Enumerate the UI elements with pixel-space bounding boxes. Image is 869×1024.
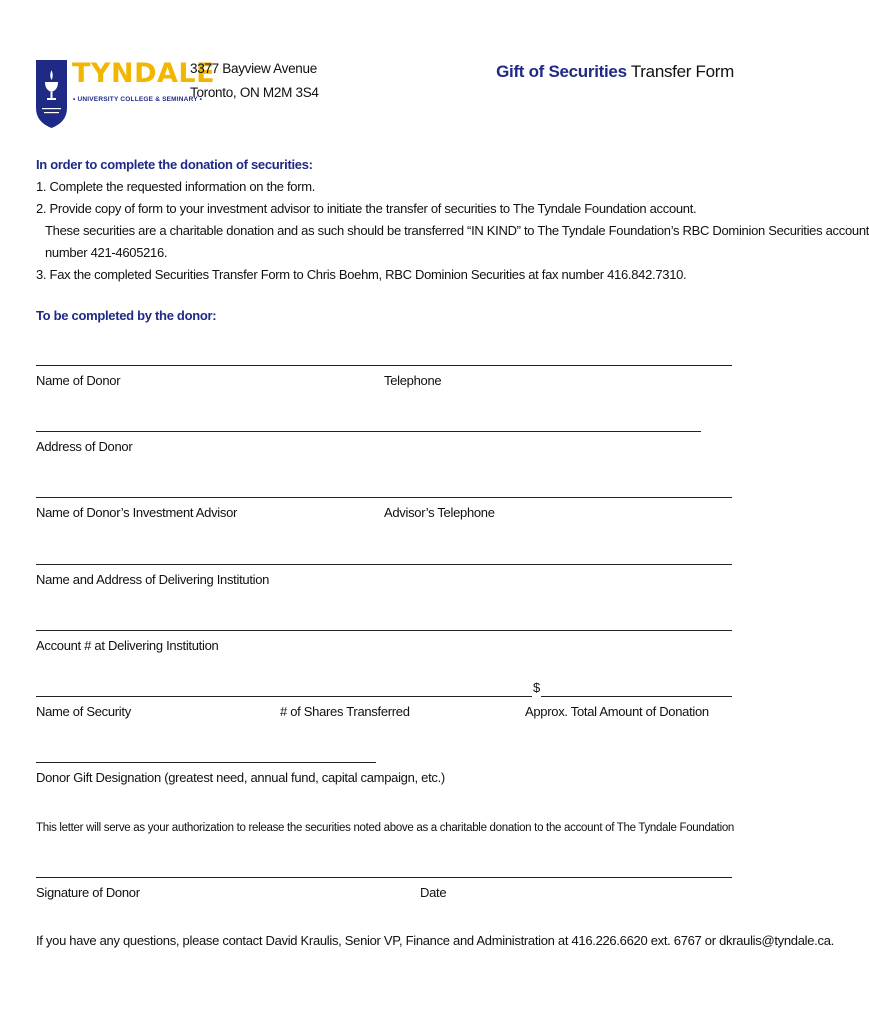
- instructions-title: In order to complete the donation of securities:: [36, 157, 313, 172]
- gift-designation-line[interactable]: [36, 762, 376, 763]
- telephone-label: Telephone: [384, 373, 442, 388]
- advisor-line[interactable]: [36, 497, 732, 498]
- dollar-sign: $: [533, 680, 540, 695]
- instruction-step-3: 3. Fax the completed Securities Transfer Form to Chris Boehm, RBC Dominion Securities at fax number 416.842.7310.: [36, 267, 687, 282]
- logo-subtitle: • UNIVERSITY COLLEGE & SEMINARY •: [73, 96, 203, 103]
- donor-section-heading: To be completed by the donor:: [36, 308, 217, 323]
- authorization-note: This letter will serve as your authorization to release the securities noted above as a charitable donation to the account of The Tyndale Foundation: [36, 822, 735, 834]
- instruction-step-1: 1. Complete the requested information on the form.: [36, 179, 316, 194]
- address-line-2: Toronto, ON M2M 3S4: [190, 85, 319, 100]
- delivering-institution-label: Name and Address of Delivering Institution: [36, 572, 270, 587]
- instruction-step-2-line-2: These securities are a charitable donation and as such should be transferred “IN KIND” to The Tyndale Foundation’s RBC Dominion Securities account: [45, 223, 869, 238]
- signature-label: Signature of Donor: [36, 885, 140, 900]
- delivering-institution-line[interactable]: [36, 564, 732, 565]
- advisor-name-label: Name of Donor’s Investment Advisor: [36, 505, 238, 520]
- name-of-security-label: Name of Security: [36, 704, 131, 719]
- advisor-telephone-label: Advisor’s Telephone: [384, 505, 495, 520]
- account-number-line[interactable]: [36, 630, 732, 631]
- address-line-1: 3377 Bayview Avenue: [190, 61, 317, 76]
- instruction-step-2: 2. Provide copy of form to your investment advisor to initiate the transfer of securities to The Tyndale Foundation account.: [36, 201, 697, 216]
- gift-designation-label: Donor Gift Designation (greatest need, annual fund, capital campaign, etc.): [36, 770, 445, 785]
- tyndale-shield-logo-icon: [36, 60, 67, 128]
- account-number-label: Account # at Delivering Institution: [36, 638, 219, 653]
- instruction-step-2-line-3: number 421-4605216.: [45, 245, 168, 260]
- date-label: Date: [420, 885, 447, 900]
- form-title-rest: Transfer Form: [626, 62, 734, 81]
- signature-line[interactable]: [36, 877, 732, 878]
- security-line[interactable]: [36, 696, 532, 697]
- name-of-donor-label: Name of Donor: [36, 373, 121, 388]
- form-title-emphasis: Gift of Securities: [496, 62, 627, 81]
- logo-wordmark: TYNDALE: [72, 58, 216, 89]
- form-title: [496, 62, 734, 82]
- shares-transferred-label: # of Shares Transferred: [280, 704, 410, 719]
- name-of-donor-line[interactable]: [36, 365, 732, 366]
- total-amount-label: Approx. Total Amount of Donation: [525, 704, 709, 719]
- contact-info: If you have any questions, please contact David Kraulis, Senior VP, Finance and Administration at 416.226.6620 ext. 6767 or dkraulis@tyndale.ca.: [36, 933, 834, 948]
- address-of-donor-line[interactable]: [36, 431, 701, 432]
- amount-line[interactable]: [541, 696, 732, 697]
- address-of-donor-label: Address of Donor: [36, 439, 133, 454]
